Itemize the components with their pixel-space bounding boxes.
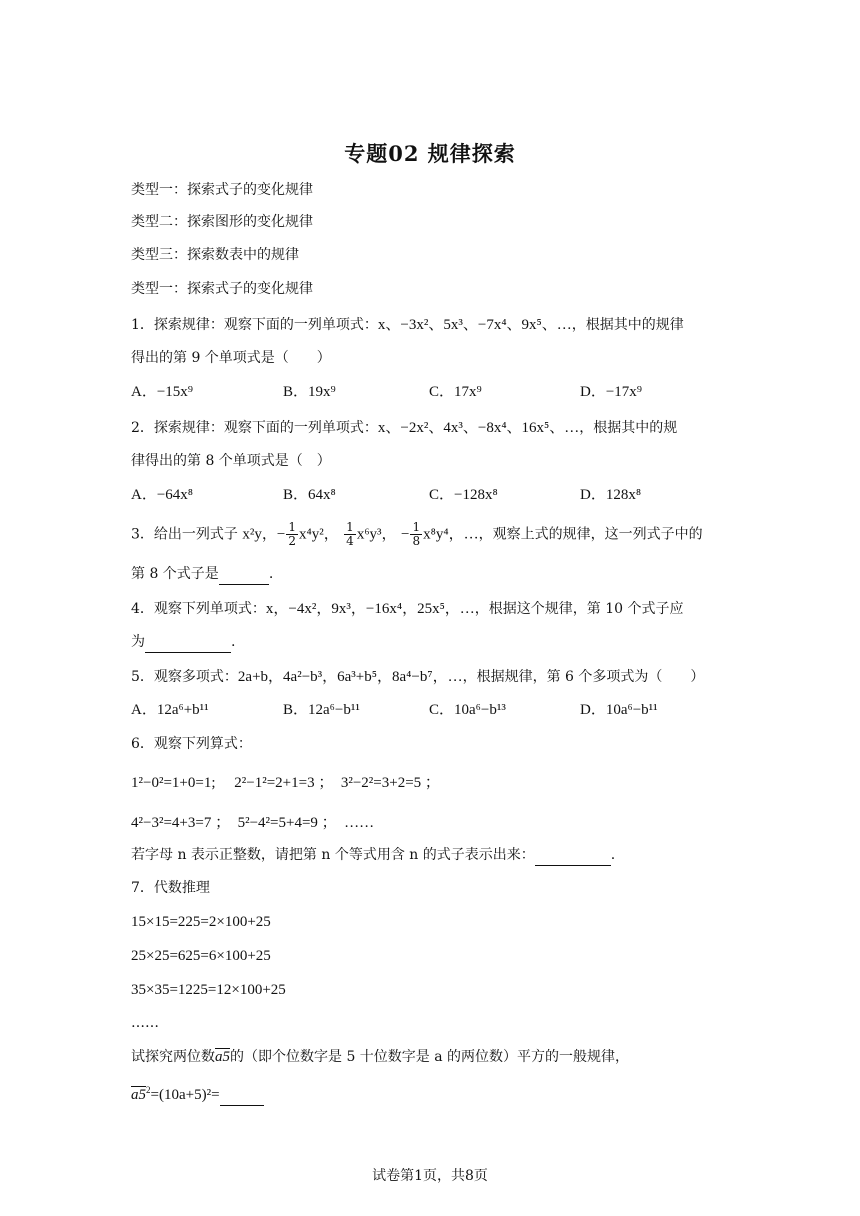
q3-answer-blank[interactable] xyxy=(219,568,269,585)
q1-option-b[interactable]: B．19x⁹ xyxy=(283,384,336,400)
q2-option-d[interactable]: D．128x⁸ xyxy=(580,487,642,503)
q5-option-c[interactable]: C．10a⁶−b¹³ xyxy=(429,702,506,718)
q3-fraction-2: $\frac{1}{4}$ xyxy=(346,520,354,548)
question-2-stem xyxy=(131,417,732,439)
question-6-stem: 6．观察下列算式： xyxy=(131,736,252,752)
q6-equations-line-2: 4²−3²=4+3=7 ； 5²−4²=5+4=9 ； …… xyxy=(131,815,375,831)
q1-option-c[interactable]: C．17x⁹ xyxy=(429,384,482,400)
question-7-stem: 7．代数推理 xyxy=(131,880,210,896)
q3-term-4: x⁸y⁴，… xyxy=(423,526,479,543)
question-3-stem-2: 第 8 个式子是 . xyxy=(131,563,732,585)
q2-option-a[interactable]: A．−64x⁸ xyxy=(131,487,194,503)
q3-fraction-1: $\frac{1}{2}$ xyxy=(288,520,296,548)
question-4-stem-2: 为 . xyxy=(131,631,732,653)
q7-two-digit-number: a5 xyxy=(215,1049,230,1065)
q1-option-d[interactable]: D．−17x⁹ xyxy=(580,384,643,400)
page-title: 专题02 规律探索 xyxy=(344,141,516,166)
q2-text-tail: ，根据其中的规 xyxy=(579,420,678,436)
question-1-stem-2: 得出的第 9 个单项式是（ ） xyxy=(131,350,331,366)
q4-answer-blank[interactable] xyxy=(145,636,231,653)
q7-formula-line: $a5^2=(10a+5)^2=$ xyxy=(131,1084,732,1106)
question-5-stem: 5．观察多项式：2a+b，4a²−b³，6a³+b⁵，8a⁴−b⁷，…，根据规律，第 6 个多项式为（ ） xyxy=(131,669,705,685)
question-3-stem xyxy=(131,521,732,548)
page-footer: 试卷第1页，共8页 xyxy=(372,1168,488,1184)
q2-option-b[interactable]: B．64x⁸ xyxy=(283,487,336,503)
question-4-stem: 4．观察下列单项式：x，−4x²，9x³，−16x⁴，25x⁵，…，根据这个规律，第 10 个式子应 xyxy=(131,601,684,617)
q3-term-3: x⁶y³， xyxy=(356,526,397,543)
q6-equations-line-1: 1²−0²=1+0=1; 2²−1²=2+1=3 ； 3²−2²=3+2=5 ； xyxy=(131,775,440,791)
q6-answer-blank[interactable] xyxy=(535,849,611,866)
q3-text: 3．给出一列式子 xyxy=(131,526,238,543)
q7-answer-blank[interactable] xyxy=(220,1089,264,1106)
q3-fraction-3: $\frac{1}{8}$ xyxy=(412,520,421,548)
type-2-label: 类型二：探索图形的变化规律 xyxy=(131,214,313,230)
q3-neg-1: − xyxy=(276,526,286,543)
q7-equation-2: 25×25=625=6×100+25 xyxy=(131,948,271,964)
q5-sequence: 2a+b，4a²−b³，6a³+b⁵，8a⁴−b⁷，… xyxy=(237,669,463,685)
q7-formula-base: a5 xyxy=(131,1087,146,1103)
q7-formula: =(10a+5)²= xyxy=(150,1087,220,1103)
q4-sequence: x，−4x²，9x³，−16x⁴，25x⁵，… xyxy=(265,601,475,617)
q7-equation-3: 35×35=1225=12×100+25 xyxy=(131,982,286,998)
q2-sequence: x、−2x²、4x³、−8x⁴、16x⁵、… xyxy=(377,420,580,436)
q5-option-d[interactable]: D．10a⁶−b¹¹ xyxy=(580,702,658,718)
type-1-label: 类型一：探索式子的变化规律 xyxy=(131,182,313,198)
question-1-stem xyxy=(131,314,732,336)
q1-text: 1．探索规律：观察下面的一列单项式： xyxy=(131,317,378,333)
q5-option-b[interactable]: B．12a⁶−b¹¹ xyxy=(283,702,360,718)
q2-text: 2．探索规律：观察下面的一列单项式： xyxy=(131,420,378,436)
type-3-label: 类型三：探索数表中的规律 xyxy=(131,247,299,263)
q1-text-tail: ，根据其中的规律 xyxy=(571,317,684,333)
q3-neg-3: − xyxy=(401,526,410,543)
section-heading: 类型一：探索式子的变化规律 xyxy=(131,281,313,297)
question-2-stem-2: 律得出的第 8 个单项式是（ ） xyxy=(131,453,331,469)
question-6-stem-2: 若字母 n 表示正整数，请把第 n 个等式用含 n 的式子表示出来： . xyxy=(131,844,732,866)
q7-ellipsis: …… xyxy=(131,1015,159,1031)
q7-equation-1: 15×15=225=2×100+25 xyxy=(131,914,271,930)
q3-text-tail: ，观察上式的规律，这一列式子中的 xyxy=(478,526,703,543)
q5-option-a[interactable]: A．12a⁶+b¹¹ xyxy=(131,702,209,718)
q3-term-2: x⁴y²， xyxy=(298,526,339,543)
q2-option-c[interactable]: C．−128x⁸ xyxy=(429,487,498,503)
question-7-stem-2: 试探究两位数a5的（即个位数字是 5 十位数字是 a 的两位数）平方的一般规律， xyxy=(131,1049,630,1065)
q1-sequence: x、−3x²、5x³、−7x⁴、9x⁵、… xyxy=(377,317,572,333)
q1-option-a[interactable]: A．−15x⁹ xyxy=(131,384,194,400)
q3-term-1: x²y， xyxy=(242,526,277,543)
